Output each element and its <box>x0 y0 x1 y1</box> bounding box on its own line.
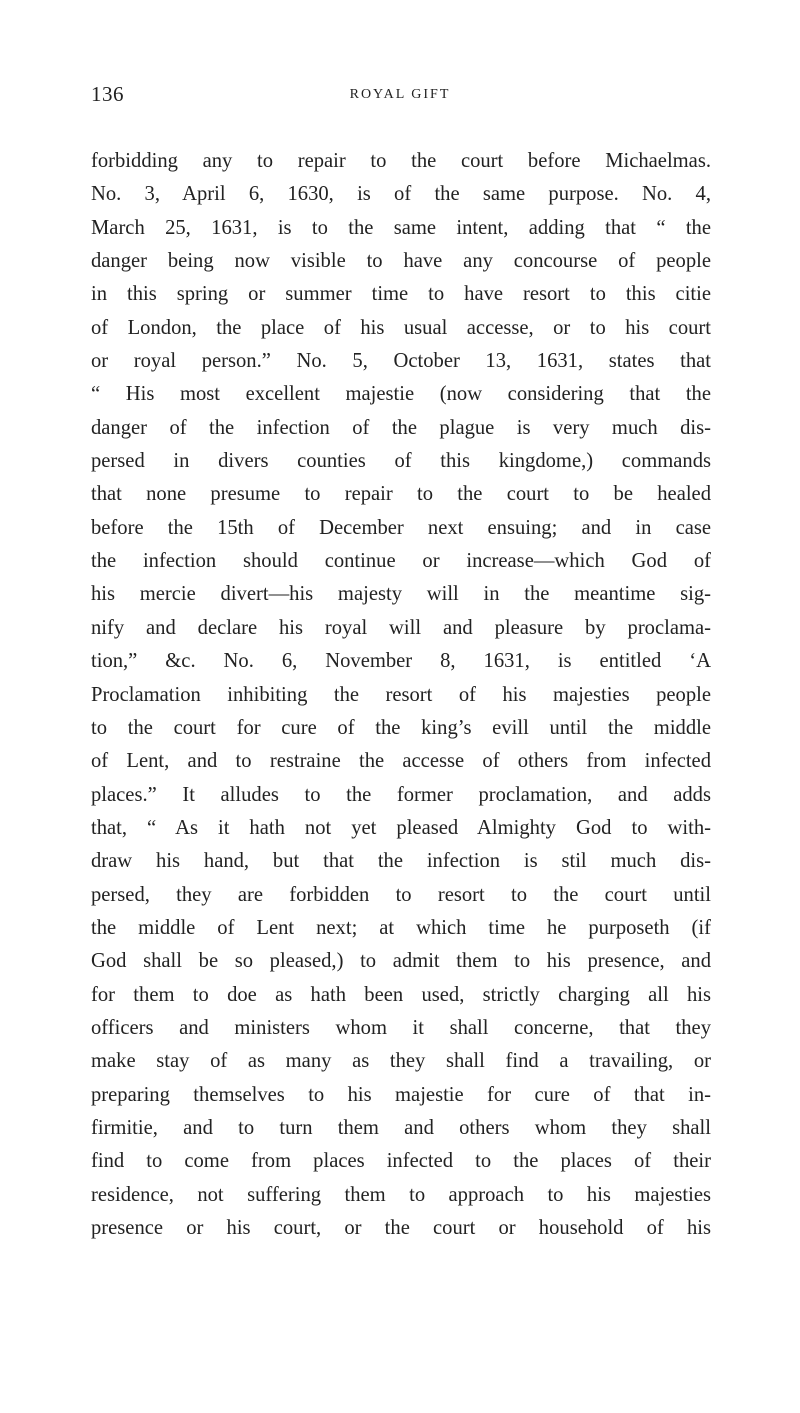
text-line: preparing themselves to his majestie for cure of that in- <box>91 1083 711 1106</box>
text-line: danger of the infection of the plague is very much dis- <box>91 416 711 439</box>
text-line: tion,” &c. No. 6, November 8, 1631, is entitled ‘A <box>91 650 711 673</box>
text-line: that, “ As it hath not yet pleased Almighty God to with- <box>91 816 711 839</box>
text-line: for them to doe as hath been used, strictly charging all his <box>91 983 711 1006</box>
text-line: officers and ministers whom it shall concerne, that they <box>91 1016 711 1039</box>
body-text <box>91 145 711 1245</box>
text-line: find to come from places infected to the places of their <box>91 1150 711 1173</box>
text-line: “ His most excellent majestie (now considering that the <box>91 383 711 406</box>
text-line: persed in divers counties of this kingdome,) commands <box>91 450 711 473</box>
text-line: the infection should continue or increase—which God of <box>91 550 711 573</box>
text-line: nify and declare his royal will and pleasure by proclama- <box>91 616 711 639</box>
text-line: before the 15th of December next ensuing; and in case <box>91 516 711 539</box>
text-line: residence, not suffering them to approach to his majesties <box>91 1183 711 1206</box>
text-line: March 25, 1631, is to the same intent, adding that “ the <box>91 216 711 239</box>
text-line: draw his hand, but that the infection is stil much dis- <box>91 850 711 873</box>
text-line: presence or his court, or the court or household of his <box>91 1217 711 1239</box>
text-line: or royal person.” No. 5, October 13, 1631, states that <box>91 350 711 373</box>
text-line: Proclamation inhibiting the resort of his majesties people <box>91 683 711 706</box>
text-line: in this spring or summer time to have resort to this citie <box>91 283 711 306</box>
text-line: God shall be so pleased,) to admit them to his presence, and <box>91 950 711 973</box>
page-header <box>0 82 800 112</box>
text-line: forbidding any to repair to the court before Michaelmas. <box>91 150 711 172</box>
text-line: that none presume to repair to the court to be healed <box>91 483 711 506</box>
text-line: his mercie divert—his majesty will in the meantime sig- <box>91 583 711 606</box>
page-number: 136 <box>91 82 124 106</box>
text-line: danger being now visible to have any concourse of people <box>91 250 711 273</box>
text-line: to the court for cure of the king’s evill until the middle <box>91 716 711 739</box>
text-line: persed, they are forbidden to resort to the court until <box>91 883 711 906</box>
text-line: the middle of Lent next; at which time he purposeth (if <box>91 916 711 939</box>
text-line: make stay of as many as they shall find a travailing, or <box>91 1050 711 1073</box>
text-line: firmitie, and to turn them and others whom they shall <box>91 1116 711 1139</box>
text-line: of London, the place of his usual accesse, or to his court <box>91 316 711 339</box>
text-line: of Lent, and to restraine the accesse of others from infected <box>91 750 711 773</box>
text-line: places.” It alludes to the former proclamation, and adds <box>91 783 711 806</box>
running-head: ROYAL GIFT <box>349 87 451 102</box>
text-line: No. 3, April 6, 1630, is of the same purpose. No. 4, <box>91 183 711 206</box>
